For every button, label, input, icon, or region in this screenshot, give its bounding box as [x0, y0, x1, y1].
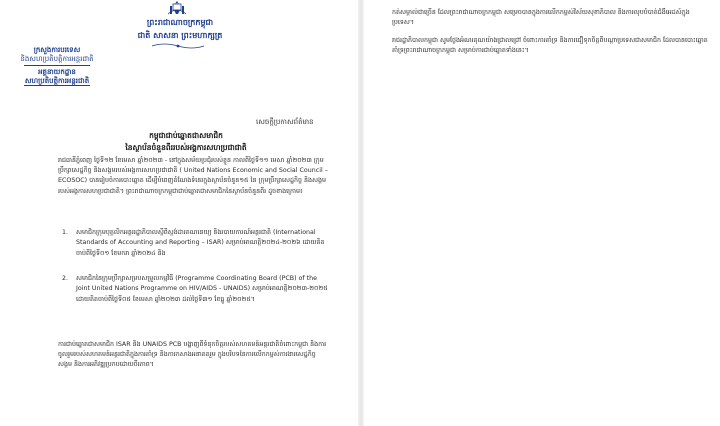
press-release-label: សេចក្តីប្រកាសព័ត៌មាន [256, 118, 314, 126]
left-page [0, 0, 352, 426]
department-name: អគ្គនាយកដ្ឋាន [38, 68, 76, 76]
ministry-underline [24, 65, 90, 66]
right-paragraph-thanks: រាជរដ្ឋាភិបាលកម្ពុជា សូមថ្លែងអំណរគុណយ៉ាងជ្រាលជ្រៅ ចំពោះការគាំទ្រ និងការជឿទុកចិត្តពីបណ្តាប្រទេសជាសមាជិក ដែលបានបោះឆ្នោតគាំទ្រព្រះរាជាណាចក្រកម្ពុជា សម្រាប់ការជាប់ឆ្នោតទាំងនេះ។ [392, 37, 708, 55]
ornament-divider-icon [150, 43, 206, 49]
ministry-name: ក្រសួងការបរទេស [33, 46, 81, 54]
department-name-cont: សហប្រតិបត្តិការអន្តរជាតិ [24, 77, 90, 85]
right-paragraph-continued: កត់សម្គាល់ជាច្រើន ដែលព្រះរាជាណាចក្រកម្ពុជា សម្រេចបានក្នុងការលើកកម្ពស់វិស័យសុខាភិបាល និងការលុបបំបាត់ជំងឺអេដស៍ក្នុងប្រទេស។ [392, 9, 690, 27]
list-number: 1. [62, 229, 69, 236]
title-line-2: នៃស្ថាប័នចំនួនពីររបស់អង្គការសហប្រជាជាតិ [125, 143, 247, 152]
list-number: 2. [62, 275, 69, 282]
national-motto: ជាតិ សាសនា ព្រះមហាក្សត្រ [137, 31, 223, 40]
title-line-1: កម្ពុជាជាប់ឆ្នោតជាសមាជិក [149, 131, 223, 140]
page-gutter [358, 0, 364, 426]
kingdom-heading: ព្រះរាជាណាចក្រកម្ពុជា [146, 18, 214, 27]
list-text: សមាជិកក្រុមបុគ្គលិកអន្តររដ្ឋាភិបាលស្តីពីស្តង់ដារគណនេយ្យ និងរបាយការណ៍អន្តរជាតិ (International Standards of Accounting and Reporting – ISAR) សម្រាប់អាណត្តិ២០២៤-២០២៦ ដោយគិតចាប់ពីថ្ងៃទី០១ ខែមករា ឆ្នាំ២០២៤ និង [76, 229, 325, 257]
document-title [54, 130, 318, 154]
paragraph-closing: ការជាប់ឆ្នោតជាសមាជិក ISAR និង UNAIDS PCB បង្ហាញពីទំនុកចិត្តរបស់សហគមន៍អន្តរជាតិចំពោះកម្ពុជា និងការចូលរួមរបស់សហគមន៍អន្តរជាតិក្នុងការគាំទ្រ និងការកសាងអនាគតរួម ក្នុងបរិបទនៃការលើកកម្ពស់ការងារសេដ្ឋកិច្ច សង្គម និងការអភិវឌ្ឍប្រកបដោយចីរភាព។ [58, 341, 327, 369]
ministry-block [12, 46, 102, 86]
department-underline [24, 85, 90, 86]
right-page [370, 0, 720, 426]
royal-emblem-icon [166, 0, 188, 16]
paragraph-intro: រាជធានីភ្នំពេញ ថ្ងៃទី១២ ខែមេសា ឆ្នាំ២០២៣ - នៅក្នុងសម័យប្រជុំរបស់ខ្លួន កាលពីថ្ងៃទី១១ មេសា ឆ្នាំ២០២៣ ក្រុមប្រឹក្សាសេដ្ឋកិច្ច និងសង្គមរបស់អង្គការសហប្រជាជាតិ ( United Nations Economic and Social Council – ECOSOC) បានរៀបចំការបោះឆ្នោត ដើម្បីបំពេញតំណែងទំនេរក្នុងស្ថាប័នចំនួន១៥ នៃ ក្រុមប្រឹក្សាសេដ្ឋកិច្ច និងសង្គមរបស់អង្គការសហប្រជាជាតិ។ ព្រះរាជាណាចក្រកម្ពុជាជាប់ឆ្នោតជាសមាជិកនៃស្ថាប័នចំនួនពីរ ដូចខាងក្រោម៖ [58, 157, 328, 195]
ministry-name-cont: និងសហប្រតិបត្តិការអន្តរជាតិ [20, 55, 94, 63]
list-text: សមាជិកនៃក្រុមប្រឹក្សាសម្របសម្រួលកម្មវិធី (Programme Coordinating Board (PCB) of the Joint United Nations Programme on HIV/AIDS - UNAIDS) សម្រាប់អាណត្តិ២០២៣-២០២៥ ដោយគិតចាប់ពីថ្ងៃទី០៥ ខែមេសា ឆ្នាំ២០២៣ ដល់ថ្ងៃទី៣១ ខែធ្នូ ឆ្នាំ២០២៥។ [76, 275, 328, 303]
